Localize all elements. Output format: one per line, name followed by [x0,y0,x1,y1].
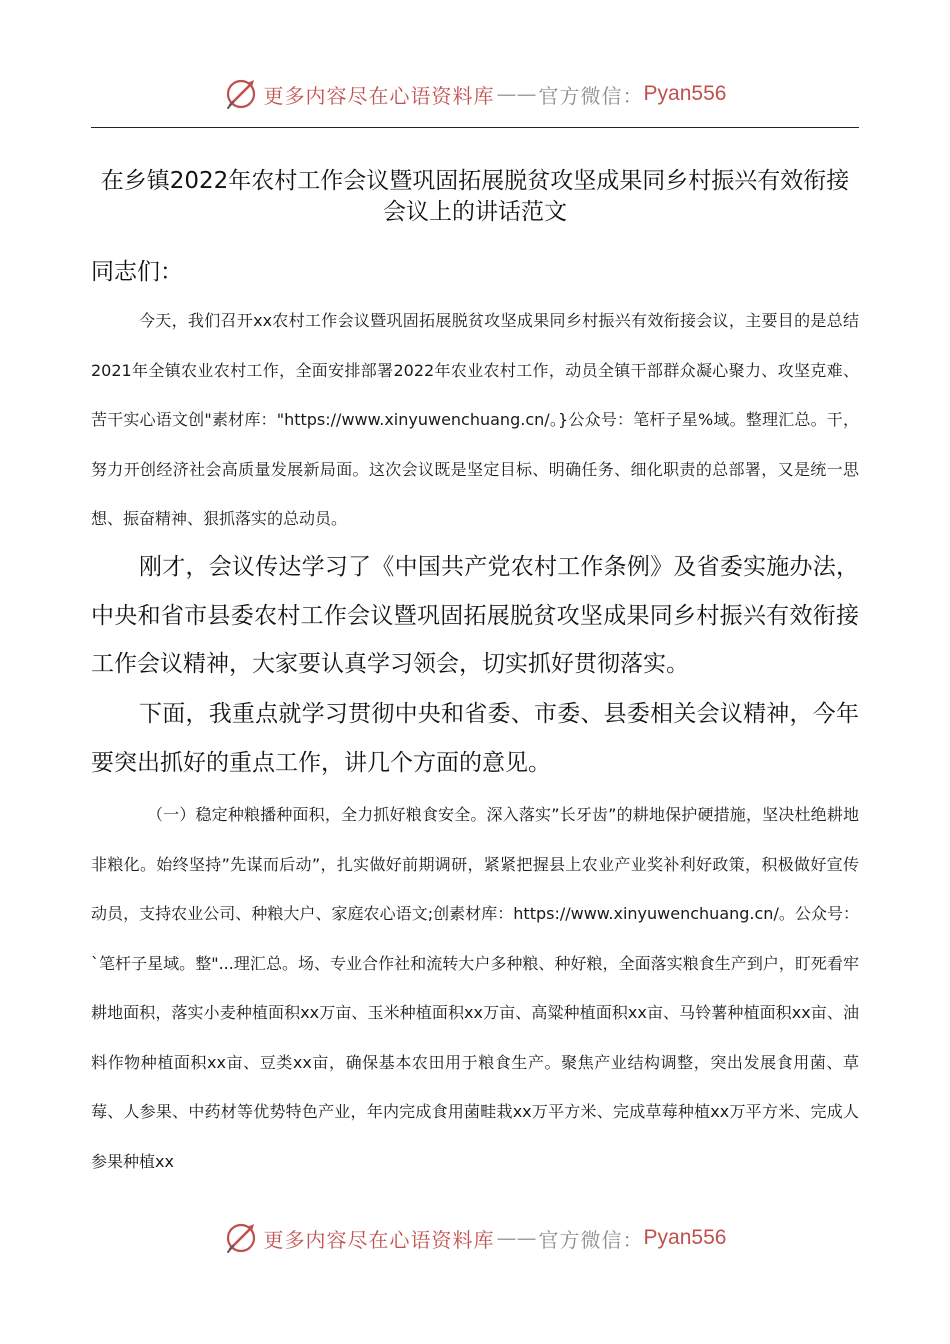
document-title: 在乡镇2022年农村工作会议暨巩固拓展脱贫攻坚成果同乡村振兴有效衔接会议上的讲话范文 [100,168,850,225]
banner-text: 更多内容尽在心语资料库 [263,1227,495,1252]
header-divider [91,127,859,128]
brush-logo-icon [224,77,258,111]
paragraph-grain-security: （一）稳定种粮播种面积，全力抓好粮食安全。深入落实”长牙齿”的耕地保护硬措施，坚决杜绝耕地非粮化。始终坚持”先谋而后动”，扎实做好前期调研，紧紧把握县上农业产业奖补利好政策，积极做好宣传动员，支持农业公司、种粮大户、家庭农心语文;创素材库：https://www.xinyuwenchuang.cn/。公众号：`笔杆子星域。整"...理汇总。场、专业合作社和流转大户多种粮、种好粮，全面落实粮食生产到户，盯死看牢耕地面积，落实小麦种植面积xx万亩、玉米种植面积xx万亩、高粱种植面积xx亩、马铃薯种植面积xx亩、油料作物种植面积xx亩、豆类xx亩，确保基本农田用于粮食生产。聚焦产业结构调整，突出发展食用菌、草莓、人参果、中药材等优势特色产业，年内完成食用菌畦栽xx万平方米、完成草莓种植xx万平方米、完成人参果种植xx [91,805,859,1171]
paragraph-meeting-summary: 刚才，会议传达学习了《中国共产党农村工作条例》及省委实施办法，中央和省市县委农村工作会议暨巩固拓展脱贫攻坚成果同乡村振兴有效衔接工作会议精神，大家要认真学习领会，切实抓好贯彻落实。 [91,554,859,677]
salutation: 同志们： [91,259,183,285]
banner-wechat-id: Pyan556 [643,82,727,105]
banner-wechat-id: Pyan556 [643,1226,727,1249]
brush-logo-icon [224,1221,258,1255]
banner-wechat-label: 官方微信： [538,1227,644,1252]
footer-banner [0,1218,950,1258]
paragraph-opinions-intro: 下面，我重点就学习贯彻中央和省委、市委、县委相关会议精神，今年要突出抓好的重点工作，讲几个方面的意见。 [91,701,859,776]
paragraph-intro: 今天，我们召开xx农村工作会议暨巩固拓展脱贫攻坚成果同乡村振兴有效衔接会议，主要目的是总结2021年全镇农业农村工作，全面安排部署2022年农业农村工作，动员全镇干部群众凝心聚力、攻坚克难、苦干实心语文创"素材库："https://www.xinyuwenchuang.cn/。}公众号：笔杆子星%域。整理汇总。干，努力开创经济社会高质量发展新局面。这次会议既是坚定目标、明确任务、细化职责的总部署，又是统一思想、振奋精神、狠抓落实的总动员。 [91,311,859,528]
banner-wechat-label: 官方微信： [538,83,644,108]
banner-separator: —— [496,1226,537,1250]
banner-text: 更多内容尽在心语资料库 [263,83,495,108]
banner-separator: —— [496,82,537,106]
header-banner [0,74,950,114]
